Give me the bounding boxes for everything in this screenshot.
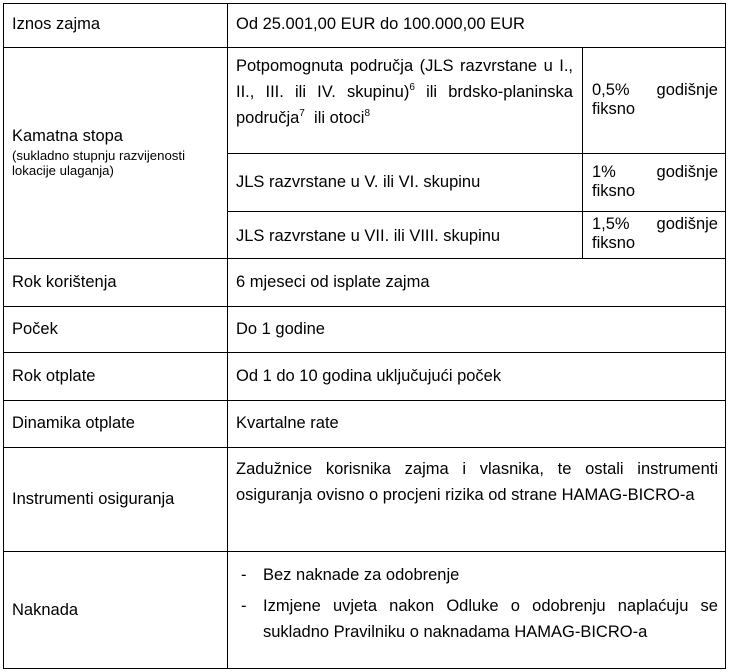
- row-divider: [3, 352, 726, 353]
- table-border-top: [3, 3, 726, 4]
- row-sublabel-line-1: (sukladno stupnju razvijenosti: [12, 148, 185, 163]
- row-value-repayment-dynamics: Kvartalne rate: [236, 414, 339, 432]
- row-label-usage-period: Rok korištenja: [12, 273, 117, 291]
- row-label-repayment-period: Rok otplate: [12, 367, 96, 385]
- row-value-loan-amount: Od 25.001,00 EUR do 100.000,00 EUR: [236, 15, 525, 33]
- row-divider: [3, 447, 726, 448]
- table-border-left: [3, 3, 4, 669]
- condition-text-2: ili brdsko-planinska područja: [236, 83, 573, 127]
- row-label-fee: Naknada: [12, 601, 79, 619]
- table-border-bottom: [3, 668, 726, 669]
- row-label-interest-rate: Kamatna stopa: [12, 127, 123, 145]
- row-value-grace-period: Do 1 godine: [236, 320, 325, 338]
- rate-value-0-5: 0,5% godišnje fiksno: [592, 81, 718, 118]
- rate-condition-supported-areas: [236, 53, 573, 131]
- footnote-ref-6: 6: [409, 81, 415, 93]
- row-label-repayment-dynamics: Dinamika otplate: [12, 414, 135, 432]
- fee-item-1: Bez naknade za odobrenje: [263, 566, 460, 584]
- table-border-right: [725, 3, 726, 669]
- row-divider: [3, 551, 726, 552]
- rate-condition-group-7-8: JLS razvrstane u VII. ili VIII. skupinu: [236, 227, 501, 245]
- row-value-usage-period: 6 mjeseci od isplate zajma: [236, 273, 430, 291]
- column-divider: [227, 3, 228, 669]
- condition-text-3: ili otoci: [304, 109, 365, 127]
- rate-value-1: 1% godišnje fiksno: [592, 163, 718, 200]
- footnote-ref-8: 8: [364, 107, 371, 119]
- row-value-collateral: Zadužnice korisnika zajma i vlasnika, te ostali instrumenti osiguranja ovisno o procjeni rizika od strane HAMAG-BICRO-a: [236, 460, 718, 504]
- row-divider: [3, 47, 726, 48]
- rate-condition-group-5-6: JLS razvrstane u V. ili VI. skupinu: [236, 173, 481, 191]
- subrow-divider: [227, 211, 726, 212]
- footnote-ref-7: 7: [299, 107, 305, 119]
- rate-value-1-5: 1,5% godišnje fiksno: [592, 215, 718, 252]
- row-sublabel-line-2: lokacije ulaganja): [12, 163, 114, 178]
- bullet-dash: -: [241, 566, 247, 584]
- fee-item-2: Izmjene uvjeta nakon Odluke o odobrenju naplaćuju se sukladno Pravilniku o naknadama HAMAG-BICRO-a: [263, 597, 718, 641]
- condition-text-1: Potpomognuta područja (JLS razvrstane u I., II., III. ili IV. skupinu): [236, 57, 573, 101]
- row-label-grace-period: Poček: [12, 320, 58, 338]
- row-divider: [3, 258, 726, 259]
- bullet-dash: -: [241, 597, 247, 615]
- row-label-loan-amount: Iznos zajma: [12, 15, 101, 33]
- subrow-divider: [227, 153, 726, 154]
- row-value-repayment-period: Od 1 do 10 godina uključujući poček: [236, 367, 502, 385]
- row-divider: [3, 306, 726, 307]
- row-divider: [3, 400, 726, 401]
- row-label-collateral: Instrumenti osiguranja: [12, 490, 175, 508]
